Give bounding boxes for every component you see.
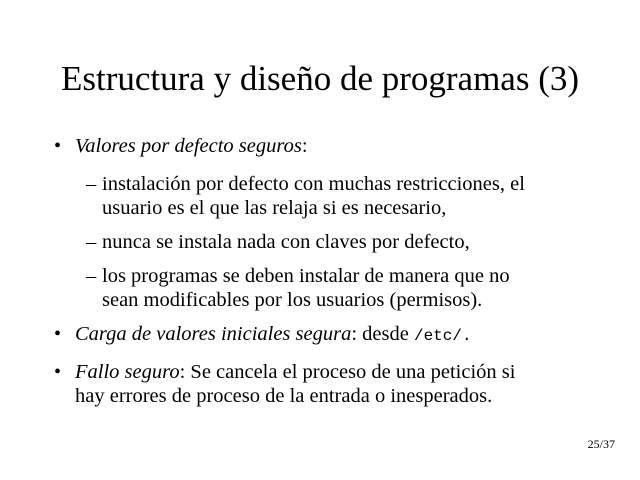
subitem-line: nunca se instala nada con claves por defecto, xyxy=(102,231,470,253)
dash-icon: – xyxy=(86,173,97,195)
bullet-text-line2: hay errores de proceso de la entrada o inesperados. xyxy=(75,385,493,407)
subitem-line: instalación por defecto con muchas restricciones, el xyxy=(102,173,525,195)
subitem-line: los programas se deben instalar de manera que no xyxy=(102,265,510,287)
slide-title: Estructura y diseño de programas (3) xyxy=(60,59,580,98)
bullet-icon: • xyxy=(54,323,62,345)
subitem-line: sean modificables por los usuarios (permisos). xyxy=(102,289,483,311)
bullet-icon: • xyxy=(54,135,62,157)
bullet-text: : xyxy=(301,135,308,157)
bullet-text: : desde xyxy=(351,323,414,345)
dash-icon: – xyxy=(86,231,97,253)
bullet-term: Carga de valores iniciales segura xyxy=(75,323,352,345)
subitem-line: usuario es el que las relaja si es necesario, xyxy=(102,197,447,219)
bullet-item-2 xyxy=(75,322,472,348)
bullet-item-1 xyxy=(75,134,308,158)
dash-icon: – xyxy=(86,265,97,287)
bullet-term: Valores por defecto seguros xyxy=(75,135,302,157)
bullet-item-3 xyxy=(75,360,515,384)
bullet-term: Fallo seguro xyxy=(75,361,180,383)
bullet-text: : Se cancela el proceso de una petición si xyxy=(179,361,516,383)
bullet-icon: • xyxy=(54,361,62,383)
bullet-text-end: . xyxy=(461,327,472,345)
code-path: /etc/ xyxy=(413,327,462,345)
page-number: 25/37 xyxy=(587,437,615,451)
